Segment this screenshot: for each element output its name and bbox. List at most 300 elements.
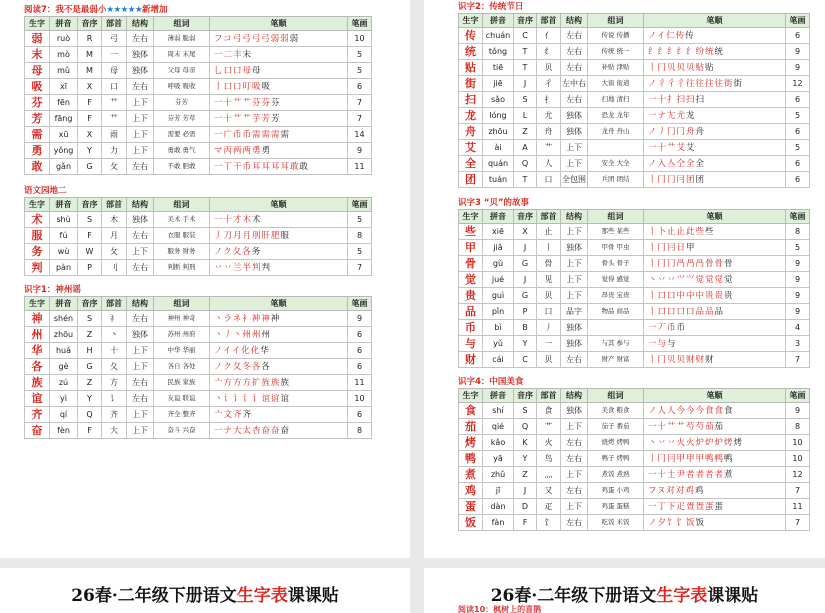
section-title-suffix: 新增加 [142,5,168,15]
structure-cell: 左右 [127,391,154,407]
stroke-order-cell [644,156,786,172]
word-table-section [24,5,372,175]
stroke-order-cell [210,423,348,439]
stroke-order-cell [644,336,786,352]
character-cell: 骨 [459,256,483,272]
table-row [25,327,372,343]
word-table-section [458,198,810,368]
table-row [25,375,372,391]
table-header-row [25,198,372,212]
stroke-count-cell: 12 [786,76,810,92]
star-rating-icon: ★★★★★ [106,5,143,15]
pinyin-cell: zú [50,375,78,391]
stroke-steps: 丨冂贝贝贝贴 [648,62,706,73]
column-header: 笔画 [348,198,372,212]
pinyin-cell: yā [483,451,514,467]
table-row [25,391,372,407]
stroke-order-cell [644,499,786,515]
initial-cell: H [78,343,102,359]
stroke-final: 传 [685,30,695,41]
pinyin-cell: tuán [483,172,514,188]
phrase-cell: 鸡蛋 蛋糕 [588,499,644,515]
table-header-row [25,297,372,311]
stroke-final: 弱 [289,33,300,44]
stroke-final: 骨 [724,258,734,269]
structure-cell: 上下 [127,111,154,127]
stroke-steps: 丿刀月月刖肝肥 [214,230,281,241]
stroke-count-cell: 10 [786,435,810,451]
column-header: 笔画 [786,14,810,28]
column-header: 笔顺 [210,297,348,311]
stroke-final: 判 [261,262,272,273]
pinyin-cell: pàn [50,260,78,276]
phrase-cell: 财产 财富 [588,352,644,368]
section-title-text: 识字1：神州谣 [24,285,81,295]
initial-cell: Z [78,327,102,343]
stroke-steps: 一十扌扫扫 [648,94,696,105]
structure-cell: 左中右 [561,76,588,92]
character-cell: 些 [459,224,483,240]
column-header: 笔画 [348,17,372,31]
radical-cell: 攵 [102,159,127,175]
stroke-final: 齐 [242,409,253,420]
table-row [459,108,810,124]
column-header: 笔画 [786,210,810,224]
phrase-cell: 苏州 州府 [154,327,210,343]
phrase-cell: 勇敢 勇气 [154,143,210,159]
stroke-steps: 丨口口叮吸 [214,81,262,92]
stroke-final: 务 [251,246,262,257]
stroke-count-cell: 7 [786,483,810,499]
stroke-final: 敢 [299,161,310,172]
stroke-steps: 一十才木 [214,214,253,225]
stroke-steps: 一十艹艹芍芍茄 [648,421,715,432]
phrase-cell: 父母 母亲 [154,63,210,79]
stroke-count-cell: 8 [786,419,810,435]
stroke-steps: フコ弓弓弓弓弱弱 [214,33,290,44]
radical-cell: 舟 [537,124,561,140]
stroke-count-cell: 9 [348,311,372,327]
initial-cell: C [514,28,537,44]
stroke-count-cell: 10 [786,451,810,467]
stroke-order-cell [210,63,348,79]
column-header: 部首 [537,210,561,224]
radical-cell: 力 [102,143,127,159]
stroke-order-cell [644,467,786,483]
radical-cell: 十 [102,343,127,359]
stroke-steps: 一ナ大太杏奋奋 [214,425,281,436]
stroke-final: 扫 [695,94,706,105]
stroke-final: 品 [714,306,725,317]
phrase-cell: 传统 统一 [588,44,644,60]
pinyin-cell: zhōu [483,124,514,140]
stroke-final: 族 [280,377,291,388]
stroke-count-cell: 9 [786,60,810,76]
structure-cell: 左右 [561,352,588,368]
pinyin-cell: mò [50,47,78,63]
stroke-count-cell: 8 [786,224,810,240]
phrase-cell: 传说 传播 [588,28,644,44]
initial-cell: B [514,320,537,336]
initial-cell: J [514,483,537,499]
structure-cell: 上下 [561,467,588,483]
initial-cell: Q [78,407,102,423]
pinyin-cell: yǔ [483,336,514,352]
phrase-cell: 兵团 团结 [588,172,644,188]
column-header: 生字 [25,17,50,31]
stroke-steps: 一二丰 [214,49,243,60]
initial-cell: X [514,224,537,240]
initial-cell: T [514,172,537,188]
column-header: 部首 [102,198,127,212]
stroke-order-cell [210,228,348,244]
character-cell: 贴 [459,60,483,76]
structure-cell: 左右 [561,451,588,467]
stroke-order-cell [210,391,348,407]
initial-cell: Z [514,124,537,140]
stroke-order-cell [644,515,786,531]
radical-cell: 见 [537,272,561,288]
stroke-steps: 亠文齐 [214,409,243,420]
stroke-final: 团 [695,174,706,185]
stroke-steps: 纟纟纟纟纟纷统 [648,46,715,57]
section-title-text: 识字2：传统节日 [458,2,524,12]
stroke-final: 谊 [280,393,291,404]
initial-cell: F [78,111,102,127]
radical-cell: 又 [537,483,561,499]
column-header: 音序 [514,389,537,403]
stroke-count-cell: 9 [348,143,372,159]
character-cell: 服 [25,228,50,244]
structure-cell: 上下 [561,288,588,304]
pinyin-cell: wù [50,244,78,260]
column-header: 音序 [78,297,102,311]
structure-cell: 上下 [561,499,588,515]
stroke-final: 食 [724,405,734,416]
initial-cell: X [78,127,102,143]
table-row [25,159,372,175]
structure-cell: 左右 [561,28,588,44]
section-title [24,285,372,296]
column-header: 音序 [78,198,102,212]
table-row [459,140,810,156]
character-cell: 鸭 [459,451,483,467]
phrase-cell: 芬芳 [154,95,210,111]
character-cell: 煮 [459,467,483,483]
initial-cell: S [514,403,537,419]
character-cell: 街 [459,76,483,92]
stroke-order-cell [644,483,786,499]
stroke-steps: 一十艹艾 [648,142,687,153]
stroke-final: 甲 [686,242,696,253]
stroke-count-cell: 5 [786,240,810,256]
stroke-order-cell [644,108,786,124]
radical-cell: 鸟 [537,451,561,467]
stroke-final: 舟 [695,126,706,137]
column-header: 笔顺 [644,210,786,224]
stroke-final: 芬 [271,97,281,108]
structure-cell: 上下 [127,127,154,143]
stroke-count-cell: 5 [348,244,372,260]
stroke-steps: 一与 [648,338,668,349]
stroke-final: 服 [280,230,291,241]
table-row [25,111,372,127]
radical-cell: 丨 [537,240,561,256]
stroke-count-cell: 5 [348,47,372,63]
phrase-cell: 鸭子 烤鸭 [588,451,644,467]
stroke-steps: 丨冂冃日 [648,242,687,253]
stroke-count-cell: 6 [348,79,372,95]
phrase-cell: 扫地 清扫 [588,92,644,108]
stroke-count-cell: 3 [786,336,810,352]
phrase-cell: 友谊 联谊 [154,391,210,407]
structure-cell: 左右 [561,92,588,108]
stroke-order-cell [210,375,348,391]
pinyin-cell: kǎo [483,435,514,451]
character-cell: 饭 [459,515,483,531]
initial-cell: J [514,272,537,288]
pinyin-cell: gè [50,359,78,375]
structure-cell: 左右 [127,159,154,175]
stroke-steps: 一丅干币耳耳耳耳敢 [214,161,300,172]
column-header: 结构 [561,389,588,403]
stroke-count-cell: 7 [348,95,372,111]
stroke-order-cell [644,352,786,368]
phrase-cell: 衣服 服装 [154,228,210,244]
phrase-cell: 龙舟 舟山 [588,124,644,140]
phrase-cell: 鸡蛋 小鸡 [588,483,644,499]
stroke-order-cell [644,124,786,140]
stroke-order-cell [644,256,786,272]
stroke-order-cell [644,28,786,44]
pinyin-cell: fēn [50,95,78,111]
stroke-steps: 一十艹艹芋芳 [214,113,272,124]
stroke-steps: 丨口口中中中贵贵 [648,290,725,301]
character-cell: 敢 [25,159,50,175]
structure-cell: 左右 [127,311,154,327]
column-header: 结构 [561,14,588,28]
radical-cell: 艹 [537,140,561,156]
stroke-steps: 一ナ尢尤 [648,110,687,121]
stroke-count-cell: 7 [786,515,810,531]
stroke-order-cell [210,343,348,359]
initial-cell: S [78,212,102,228]
phrase-cell: 安全 大全 [588,156,644,172]
structure-cell: 独体 [561,108,588,124]
initial-cell: G [514,288,537,304]
table-row [459,156,810,172]
stroke-order-cell [210,127,348,143]
stroke-order-cell [210,260,348,276]
column-header: 组词 [588,14,644,28]
stroke-steps: 丶讠讠讠讠谊谊 [214,393,281,404]
radical-cell: 礻 [102,311,127,327]
structure-cell: 左右 [561,60,588,76]
structure-cell: 上下 [127,407,154,423]
initial-cell: Z [78,375,102,391]
stroke-count-cell: 6 [786,28,810,44]
phrase-cell: 骨头 骨子 [588,256,644,272]
word-table-section [458,377,810,531]
character-cell: 财 [459,352,483,368]
column-header: 组词 [588,210,644,224]
pinyin-cell: quán [483,156,514,172]
table-row [25,31,372,47]
stroke-order-cell [644,224,786,240]
character-cell: 蛋 [459,499,483,515]
pinyin-cell: fèn [50,423,78,439]
character-table [458,388,810,531]
character-cell: 团 [459,172,483,188]
stroke-count-cell: 10 [348,391,372,407]
radical-cell: 火 [537,435,561,451]
pinyin-cell: cái [483,352,514,368]
character-cell: 奋 [25,423,50,439]
structure-cell: 左右 [127,260,154,276]
pinyin-cell: qié [483,419,514,435]
stroke-steps: 丨口口口口品品 [648,306,715,317]
radical-cell: 攵 [102,244,127,260]
table-row [459,435,810,451]
column-header: 拼音 [483,14,514,28]
stroke-final: 与 [667,338,677,349]
column-header: 拼音 [50,198,78,212]
stroke-steps: 丶丿丶州州 [214,329,262,340]
structure-cell: 独体 [561,124,588,140]
initial-cell: Y [514,451,537,467]
stroke-order-cell [644,320,786,336]
stroke-final: 些 [705,226,715,237]
stroke-order-cell [644,240,786,256]
stroke-steps: 丷丷兰半判 [214,262,262,273]
table-row [459,240,810,256]
table-row [459,44,810,60]
section-title-text: 语文园地二 [24,186,67,196]
radical-cell: 口 [102,79,127,95]
structure-cell: 上下 [127,343,154,359]
column-header: 笔顺 [644,389,786,403]
structure-cell: 左右 [561,435,588,451]
stroke-final: 全 [695,158,706,169]
radical-cell: 艹 [537,419,561,435]
phrase-cell: 美术 手术 [154,212,210,228]
stroke-final: 烤 [733,437,744,448]
initial-cell: P [514,304,537,320]
stroke-order-cell [644,451,786,467]
character-cell: 谊 [25,391,50,407]
section-title [24,5,372,16]
stroke-count-cell: 11 [348,375,372,391]
phrase-cell: 觉得 感觉 [588,272,644,288]
stroke-count-cell: 9 [786,288,810,304]
initial-cell: T [514,44,537,60]
stroke-order-cell [644,435,786,451]
stroke-final: 鸭 [724,453,734,464]
table-row [459,224,810,240]
stroke-final: 鸡 [694,485,705,496]
right-page [424,0,825,558]
stroke-final: 蛋 [714,501,725,512]
table-row [459,320,810,336]
structure-cell: 上下 [561,272,588,288]
stroke-steps: 丶ラネ衤神神 [214,313,271,324]
stroke-count-cell: 8 [348,228,372,244]
stroke-steps: 亠方方方扩旌族 [214,377,281,388]
stroke-final: 神 [270,313,281,324]
stroke-order-cell [644,272,786,288]
phrase-cell [588,140,644,156]
radical-cell: 止 [537,224,561,240]
word-table-section [458,2,810,188]
table-row [459,288,810,304]
pinyin-cell: fàn [483,515,514,531]
stroke-steps: 丶丷丷⺍⺍觉觉觉 [648,274,725,285]
pinyin-cell: shù [50,212,78,228]
pinyin-cell: jué [483,272,514,288]
table-header-row [459,389,810,403]
initial-cell: L [514,108,537,124]
character-cell: 鸡 [459,483,483,499]
table-row [25,95,372,111]
character-table [24,197,372,276]
initial-cell: A [514,140,537,156]
structure-cell: 上下 [561,224,588,240]
table-row [25,212,372,228]
initial-cell: J [514,76,537,92]
stroke-steps: フヌ对对鸡 [648,485,695,496]
table-row [459,92,810,108]
pinyin-cell: yì [50,391,78,407]
radical-cell: 刂 [102,260,127,276]
radical-cell: 丶 [102,327,127,343]
table-row [25,79,372,95]
structure-cell: 独体 [561,320,588,336]
column-header: 组词 [154,17,210,31]
table-row [459,172,810,188]
character-cell: 统 [459,44,483,60]
column-header: 笔顺 [644,14,786,28]
character-cell: 母 [25,63,50,79]
initial-cell: Y [514,336,537,352]
stroke-final: 龙 [686,110,696,121]
stroke-count-cell: 9 [786,272,810,288]
initial-cell: G [514,256,537,272]
initial-cell: W [78,244,102,260]
stroke-order-cell [210,143,348,159]
character-cell: 芳 [25,111,50,127]
radical-cell: 艹 [102,95,127,111]
pinyin-cell: yǒng [50,143,78,159]
column-header: 生字 [25,297,50,311]
column-header: 组词 [154,297,210,311]
table-row [459,451,810,467]
stroke-final: 末 [242,49,253,60]
character-cell: 舟 [459,124,483,140]
left-page [0,0,410,558]
column-header: 生字 [459,210,483,224]
structure-cell: 独体 [127,47,154,63]
pinyin-cell: gǎn [50,159,78,175]
stroke-final: 奋 [280,425,291,436]
initial-cell: F [78,423,102,439]
structure-cell: 上下 [561,256,588,272]
structure-cell: 左右 [127,375,154,391]
phrase-cell: 补贴 津贴 [588,60,644,76]
stroke-order-cell [644,304,786,320]
pinyin-cell: tǒng [483,44,514,60]
stroke-count-cell: 5 [348,63,372,79]
character-table [24,16,372,175]
